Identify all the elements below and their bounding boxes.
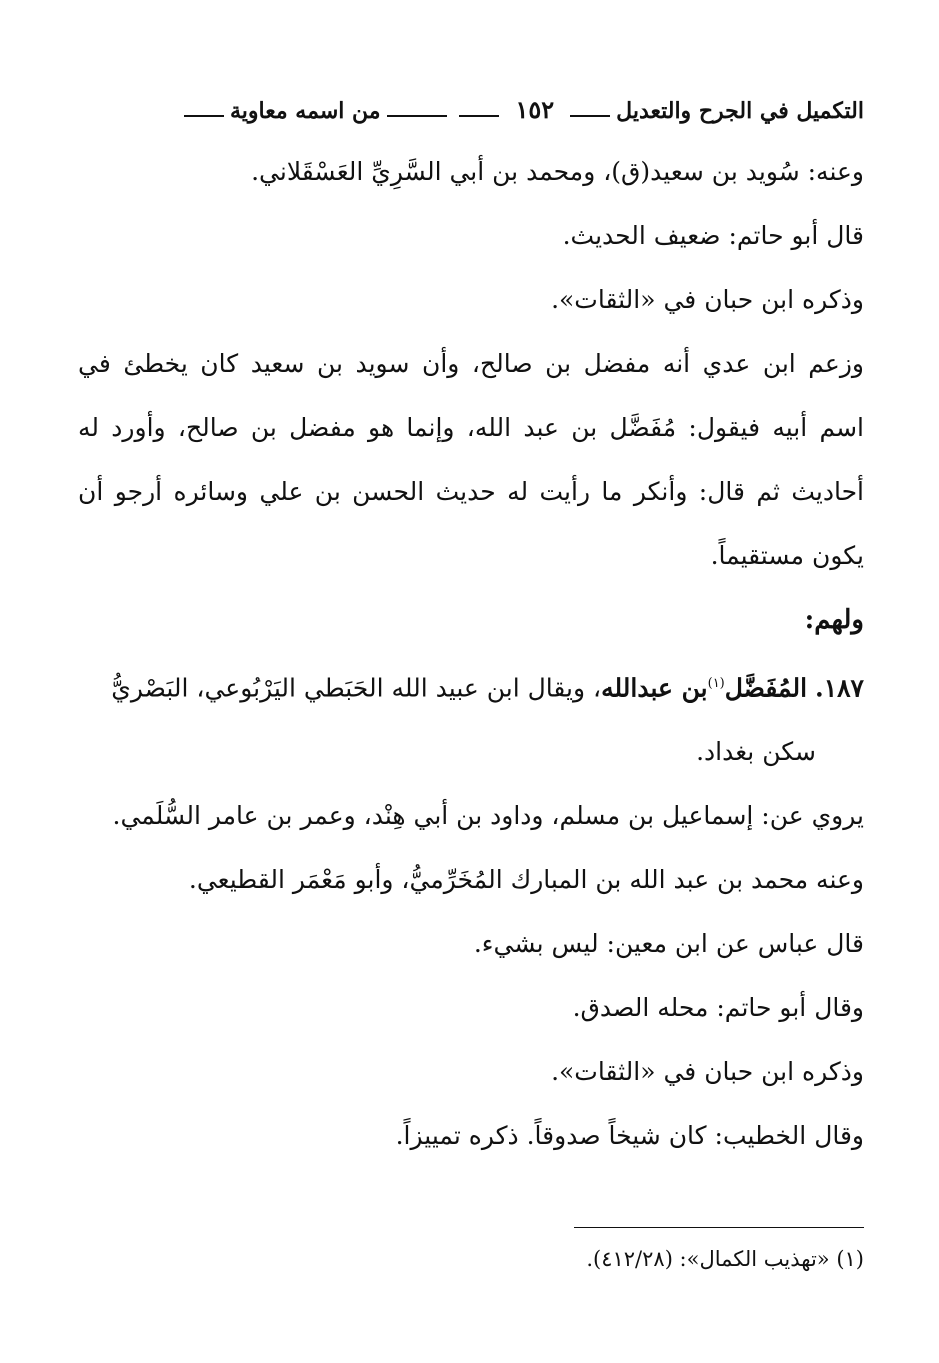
header-section-title: من اسمه معاوية xyxy=(230,98,381,124)
header-left xyxy=(178,98,381,124)
header-separator xyxy=(570,115,610,117)
text-line: اسم أبيه فيقول: مُفَضَّل بن عبد الله، وإنما هو مفضل بن صالح، وأورد له xyxy=(78,413,864,442)
text-line: وزعم ابن عدي أنه مفضل بن صالح، وأن سويد بن سعيد كان يخطئ في xyxy=(78,349,864,378)
header-rule xyxy=(387,115,448,117)
paragraph: وذكره ابن حبان في «الثقات». xyxy=(551,285,864,314)
paragraph: قال عباس عن ابن معين: ليس بشيء. xyxy=(473,929,864,959)
header-separator xyxy=(459,115,499,117)
entry-second-line: سكن بغداد. xyxy=(696,737,816,767)
paragraph: وقال الخطيب: كان شيخاً صدوقاً. ذكره تمييزاً. xyxy=(395,1121,864,1151)
entry-187 xyxy=(78,652,864,784)
entry-name-continued: بن عبدالله xyxy=(601,673,708,703)
paragraph: يروي عن: إسماعيل بن مسلم، وداود بن أبي هِنْد، وعمر بن عامر السُّلَمي. xyxy=(112,801,864,831)
section-heading: ولهم: xyxy=(804,605,864,635)
paragraph: وعنه محمد بن عبد الله بن المبارك المُخَرِّميُّ، وأبو مَعْمَر القطيعي. xyxy=(188,865,864,895)
paragraph-ibn-adi xyxy=(78,332,864,588)
paragraph: وقال أبو حاتم: محله الصدق. xyxy=(572,993,864,1023)
header-separator xyxy=(184,115,224,117)
footnote-divider xyxy=(574,1227,864,1228)
paragraph: وذكره ابن حبان في «الثقات». xyxy=(551,1057,864,1087)
text-line: أحاديث ثم قال: وأنكر ما رأيت له حديث الحسن بن علي وسائره أرجو أن xyxy=(78,477,864,506)
entry-first-line xyxy=(78,652,864,720)
main-text xyxy=(78,140,864,1168)
header-book-title: التكميل في الجرح والتعديل xyxy=(616,98,864,124)
footnote: (١) «تهذيب الكمال»: (٤١٢/٢٨). xyxy=(586,1247,864,1271)
footnote-marker: (١) xyxy=(707,676,725,691)
entry-name: المُفَضَّل xyxy=(724,673,808,703)
entry-number: ١٨٧. xyxy=(814,673,864,703)
text-line: يكون مستقيماً. xyxy=(710,541,864,570)
running-header xyxy=(178,84,864,124)
header-right xyxy=(453,95,864,124)
page-number: ١٥٢ xyxy=(515,95,555,124)
entry-text: ، ويقال ابن عبيد الله الحَبَطي اليَرْبُوعي، البَصْريُّ xyxy=(111,673,602,703)
paragraph: قال أبو حاتم: ضعيف الحديث. xyxy=(562,221,864,250)
paragraph: وعنه: سُويد بن سعيد(ق)، ومحمد بن أبي السَّرِيِّ العَسْقَلاني. xyxy=(251,157,864,186)
